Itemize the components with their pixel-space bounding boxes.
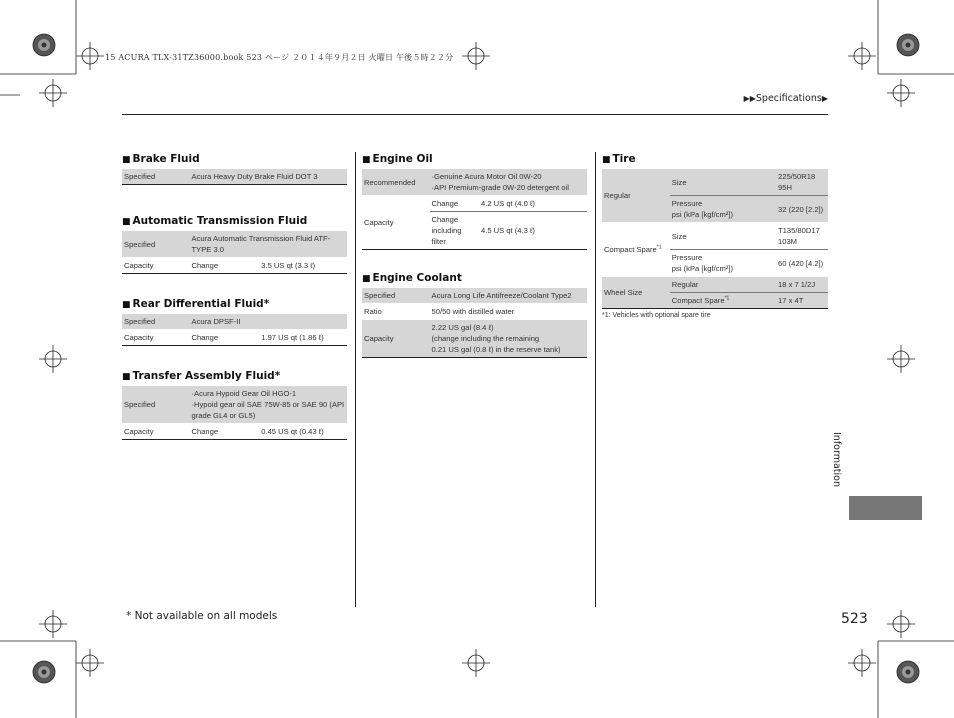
- section-title: ■ Engine Oil: [362, 153, 433, 165]
- specified-value: Acura Long Life Antifreeze/Coolant Type2: [430, 288, 588, 304]
- change-value: 3.5 US qt (3.3 ℓ): [259, 258, 347, 274]
- square-bullet-icon: ■: [122, 217, 131, 227]
- ratio-label: Ratio: [362, 304, 430, 320]
- transfer-section: [122, 370, 347, 440]
- change-label: Change: [190, 330, 260, 346]
- square-bullet-icon: ■: [122, 372, 131, 382]
- rear-diff-table: [122, 313, 347, 346]
- side-tab-label: Information: [831, 432, 842, 487]
- table-row: [122, 231, 347, 258]
- column-right: [602, 153, 828, 319]
- breadcrumb-end-arrow: ▶: [821, 94, 828, 103]
- section-title: ■ Rear Differential Fluid*: [122, 298, 270, 310]
- availability-note: * Not available on all models: [126, 610, 278, 622]
- brake-fluid-table: [122, 168, 347, 185]
- table-row: [602, 277, 828, 293]
- wheel-size-label: Wheel Size: [602, 277, 670, 309]
- tire-section: [602, 153, 828, 319]
- table-row: [362, 320, 587, 358]
- table-row: [122, 330, 347, 346]
- square-bullet-icon: ■: [362, 155, 371, 165]
- print-header: 15 ACURA TLX-31TZ36000.book 523 ページ ２０１４年９月２日 火曜日 午後５時２２分: [105, 53, 454, 62]
- change-value: 1.97 US qt (1.86 ℓ): [259, 330, 347, 346]
- coolant-table: [362, 287, 587, 358]
- table-row: [602, 169, 828, 196]
- breadcrumb-arrows: ▶▶: [743, 94, 756, 103]
- table-row: [122, 386, 347, 424]
- wheel-regular-label: Regular: [670, 277, 776, 293]
- tire-footnote: *1: Vehicles with optional spare tire: [602, 312, 711, 319]
- capacity-label: Capacity: [122, 424, 190, 440]
- size-label: Size: [670, 169, 776, 196]
- change-label: Change: [190, 258, 260, 274]
- atf-section: [122, 215, 347, 274]
- wheel-compact-value: 17 x 4T: [776, 293, 828, 309]
- table-row: [602, 223, 828, 250]
- section-title: ■ Engine Coolant: [362, 272, 462, 284]
- capacity-label: Capacity: [122, 258, 190, 274]
- change-value: 0.45 US qt (0.43 ℓ): [259, 424, 347, 440]
- compact-size: T135/80D17 103M: [776, 223, 828, 250]
- specified-value: Acura DPSF-II: [190, 314, 348, 330]
- specified-label: Specified: [362, 288, 430, 304]
- recommended-value: ·Genuine Acura Motor Oil 0W-20 ·API Premium-grade 0W-20 detergent oil: [430, 169, 588, 196]
- atf-table: [122, 230, 347, 274]
- column-left: [122, 153, 347, 440]
- specified-label: Specified: [122, 231, 190, 258]
- specified-label: Specified: [122, 169, 190, 185]
- breadcrumb-label[interactable]: Specifications: [755, 93, 822, 104]
- section-title: ■ Transfer Assembly Fluid*: [122, 370, 281, 382]
- column-divider-2: [595, 152, 596, 607]
- square-bullet-icon: ■: [122, 155, 131, 165]
- capacity-label: Capacity: [362, 320, 430, 358]
- wheel-regular-value: 18 x 7 1/2J: [776, 277, 828, 293]
- change-filter-label: Change including filter: [430, 212, 480, 250]
- specified-label: Specified: [122, 386, 190, 424]
- compact-pressure: 60 (420 [4.2]): [776, 250, 828, 277]
- table-row: [362, 304, 587, 320]
- ratio-value: 50/50 with distilled water: [430, 304, 588, 320]
- specified-value: Acura Heavy Duty Brake Fluid DOT 3: [190, 169, 348, 185]
- table-row: [122, 424, 347, 440]
- column-middle: [362, 153, 587, 358]
- regular-label: Regular: [602, 169, 670, 223]
- rear-diff-section: [122, 298, 347, 346]
- coolant-section: [362, 272, 587, 358]
- specified-value: ·Acura Hypoid Gear Oil HGO-1 ·Hypoid gear oil SAE 75W-85 or SAE 90 (API grade GL4 or GL5): [190, 386, 348, 424]
- capacity-label: Capacity: [362, 196, 430, 250]
- change-label: Change: [430, 196, 480, 212]
- square-bullet-icon: ■: [362, 274, 371, 284]
- change-label: Change: [190, 424, 260, 440]
- regular-size: 225/50R18 95H: [776, 169, 828, 196]
- capacity-label: Capacity: [122, 330, 190, 346]
- tire-table: [602, 168, 828, 309]
- table-row: [362, 288, 587, 304]
- change-value: 4.2 US qt (4.0 ℓ): [479, 196, 587, 212]
- header-rule: [122, 114, 828, 115]
- engine-oil-table: [362, 168, 587, 250]
- square-bullet-icon: ■: [602, 155, 611, 165]
- page-number: 523: [841, 611, 868, 627]
- engine-oil-section: [362, 153, 587, 250]
- side-tab-marker[interactable]: [849, 496, 922, 520]
- transfer-table: [122, 385, 347, 440]
- specified-value: Acura Automatic Transmission Fluid ATF-TYPE 3.0: [190, 231, 348, 258]
- size-label: Size: [670, 223, 776, 250]
- specified-label: Specified: [122, 314, 190, 330]
- table-row: [122, 314, 347, 330]
- pressure-label: Pressure psi (kPa [kgf/cm²]): [670, 250, 776, 277]
- wheel-compact-label: Compact Spare$^{*1}$: [670, 293, 776, 309]
- table-row: [122, 169, 347, 185]
- compact-spare-label: Compact Spare$^{*1}$: [602, 223, 670, 277]
- table-row: [122, 258, 347, 274]
- table-row: [362, 169, 587, 196]
- column-divider-1: [355, 152, 356, 607]
- table-row: [362, 196, 587, 212]
- section-title: ■ Brake Fluid: [122, 153, 200, 165]
- section-title: ■ Automatic Transmission Fluid: [122, 215, 308, 227]
- breadcrumb[interactable]: [744, 93, 828, 104]
- brake-fluid-section: [122, 153, 347, 185]
- section-title: ■ Tire: [602, 153, 636, 165]
- pressure-label: Pressure psi (kPa [kgf/cm²]): [670, 196, 776, 223]
- regular-pressure: 32 (220 [2.2]): [776, 196, 828, 223]
- change-filter-value: 4.5 US qt (4.3 ℓ): [479, 212, 587, 250]
- capacity-value: 2.22 US gal (8.4 ℓ) (change including the remaining 0.21 US gal (0.8 ℓ) in the reserve tank): [430, 320, 588, 358]
- square-bullet-icon: ■: [122, 300, 131, 310]
- recommended-label: Recommended: [362, 169, 430, 196]
